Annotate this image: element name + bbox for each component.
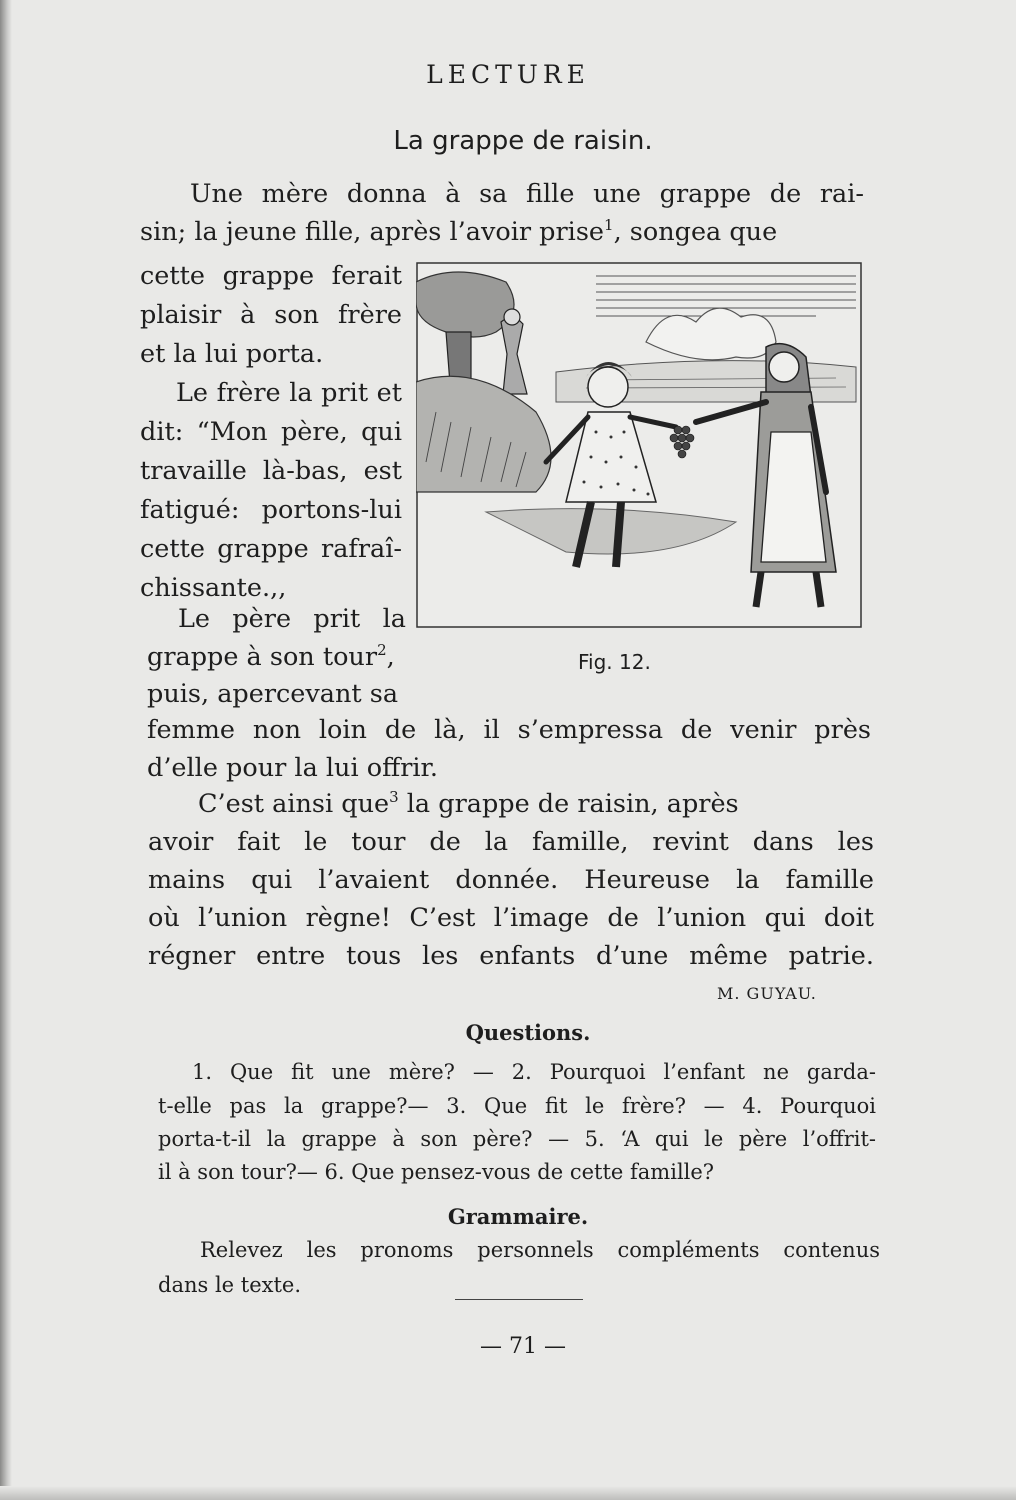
story-line: Une mère donna à sa fille une grappe de rai-	[190, 179, 864, 209]
story-line: où l’union règne! C’est l’image de l’union qui doit	[148, 903, 874, 933]
footnote-mark: 1	[604, 216, 614, 234]
story-line: mains qui l’avaient donnée. Heureuse la famille	[148, 865, 874, 895]
grammar-line: dans le texte.	[158, 1273, 302, 1297]
story-line: dit: “Mon père, qui	[140, 417, 402, 447]
grammar-heading: Grammaire.	[447, 1204, 589, 1229]
story-line: d’elle pour la lui offrir.	[147, 753, 439, 783]
story-line: sin; la jeune fille, après l’avoir prise$^1$, songea que	[140, 216, 778, 247]
story-line: Le père prit la	[178, 604, 406, 634]
story-line: puis, apercevant sa	[147, 679, 399, 709]
story-line: travaille là-bas, est	[140, 456, 402, 486]
story-line: cette grappe ferait	[140, 261, 402, 291]
footnote-mark: 3	[389, 788, 399, 806]
question-line: t-elle pas la grappe?— 3. Que fit le frère? — 4. Pourquoi	[158, 1094, 876, 1118]
footnote-mark: 2	[377, 641, 387, 659]
questions-heading: Questions.	[465, 1020, 591, 1045]
story-line: régner entre tous les enfants d’une même patrie.	[148, 941, 874, 971]
story-line: avoir fait le tour de la famille, revint dans les	[148, 827, 874, 857]
story-line: et la lui porta.	[140, 339, 324, 369]
page-header: LECTURE	[426, 60, 590, 89]
grammar-line: Relevez les pronoms personnels compléments contenus	[200, 1238, 880, 1262]
author-signature: M. GUYAU.	[717, 984, 817, 1003]
story-line: Le frère la prit et	[176, 378, 402, 408]
figure-caption: Fig. 12.	[578, 650, 651, 674]
story-line: plaisir à son frère	[140, 300, 402, 330]
separator-rule	[455, 1299, 583, 1300]
story-line: C’est ainsi que$^3$ la grappe de raisin, après	[198, 788, 739, 819]
page-bottom-edge	[0, 1486, 1016, 1500]
reading-title: La grappe de raisin.	[393, 126, 653, 156]
question-line: il à son tour?— 6. Que pensez-vous de cette famille?	[158, 1160, 715, 1184]
story-line: femme non loin de là, il s’empressa de venir près	[147, 715, 871, 745]
question-line: porta-t-il la grappe à son père? — 5. ‘A qui le père l’offrit-	[158, 1127, 876, 1151]
page-number: — 71 —	[480, 1334, 566, 1359]
story-line: cette grappe rafraî-	[140, 534, 402, 564]
story-line: grappe à son tour$^2$,	[147, 641, 395, 672]
story-line: chissante.,,	[140, 573, 287, 603]
story-line: fatigué: portons-lui	[140, 495, 402, 525]
illustration-girl-giving-grapes	[416, 262, 862, 628]
book-spine-shadow	[0, 0, 12, 1500]
question-line: 1. Que fit une mère? — 2. Pourquoi l’enfant ne garda-	[192, 1060, 876, 1084]
